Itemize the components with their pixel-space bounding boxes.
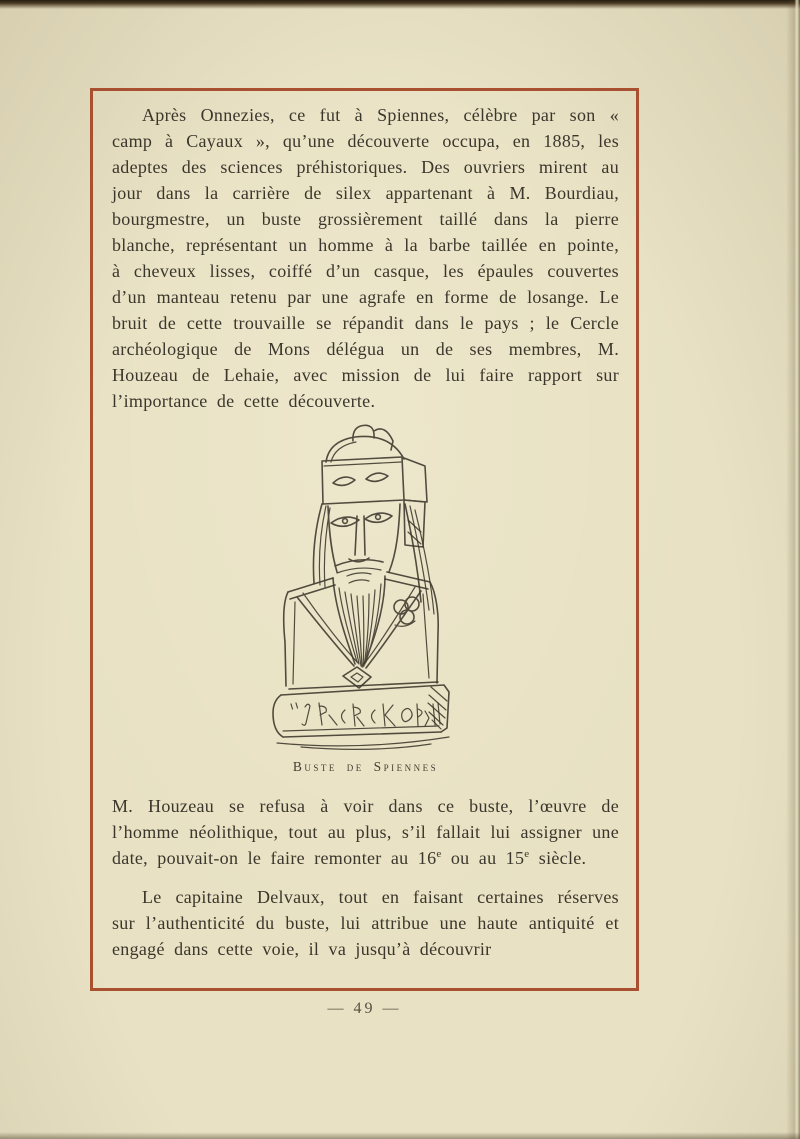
ornamental-border-frame xyxy=(90,88,639,991)
page-bottom-edge-shadow xyxy=(0,1132,800,1139)
bust-illustration xyxy=(271,420,461,750)
paragraph-3: Le capitaine Delvaux, tout en faisant certaines réserves sur l’authenticité du buste, lui attribue une haute antiquité et engagé dans cette voie, il va jusqu’à découvrir xyxy=(112,887,619,959)
page-right-edge-shadow xyxy=(786,0,800,1139)
figure-caption: Buste de Spiennes xyxy=(292,759,439,774)
superscript-e: e xyxy=(436,848,442,860)
bust-inscription-runes xyxy=(291,703,440,726)
bust-torso xyxy=(283,572,437,688)
bust-figure xyxy=(112,420,619,775)
superscript-e: e xyxy=(524,848,530,860)
paragraph-2-text: ou au 15 xyxy=(441,848,525,868)
paragraph-2-text: siècle. xyxy=(529,848,587,868)
paragraph-2-text: M. Houzeau se refusa à voir dans ce buste, l’œuvre de l’homme néolithique, tout au plus, s’il fallait lui assigner une date, pouvait-on le faire remonter au 16 xyxy=(112,796,619,868)
bust-base xyxy=(273,682,449,749)
page-top-edge-shadow xyxy=(0,0,800,9)
page-number: — 49 — xyxy=(327,1000,402,1017)
paragraph-1: Après Onnezies, ce fut à Spiennes, célèbre par son « camp à Cayaux », qu’une découverte occupa, en 1885, les adeptes des sciences préhistoriques. Des ouvriers mirent au jour dans la carrière de silex appartenant à M. Bourdiau, bourgmestre, un buste grossièrement taillé dans la pierre blanche, représentant un homme à la barbe taillée en pointe, à cheveux lisses, coiffé d’un casque, les épaules couvertes d’un manteau retenu par une agrafe en forme de losange. Le bruit de cette trouvaille se répandit dans le pays ; le Cercle archéologique de Mons délégua un de ses membres, M. Houzeau de Lehaie, avec mission de lui faire rapport sur l’importance de cette découverte. xyxy=(112,105,619,411)
bust-helmet xyxy=(322,425,427,547)
paragraph-2 xyxy=(112,793,619,871)
